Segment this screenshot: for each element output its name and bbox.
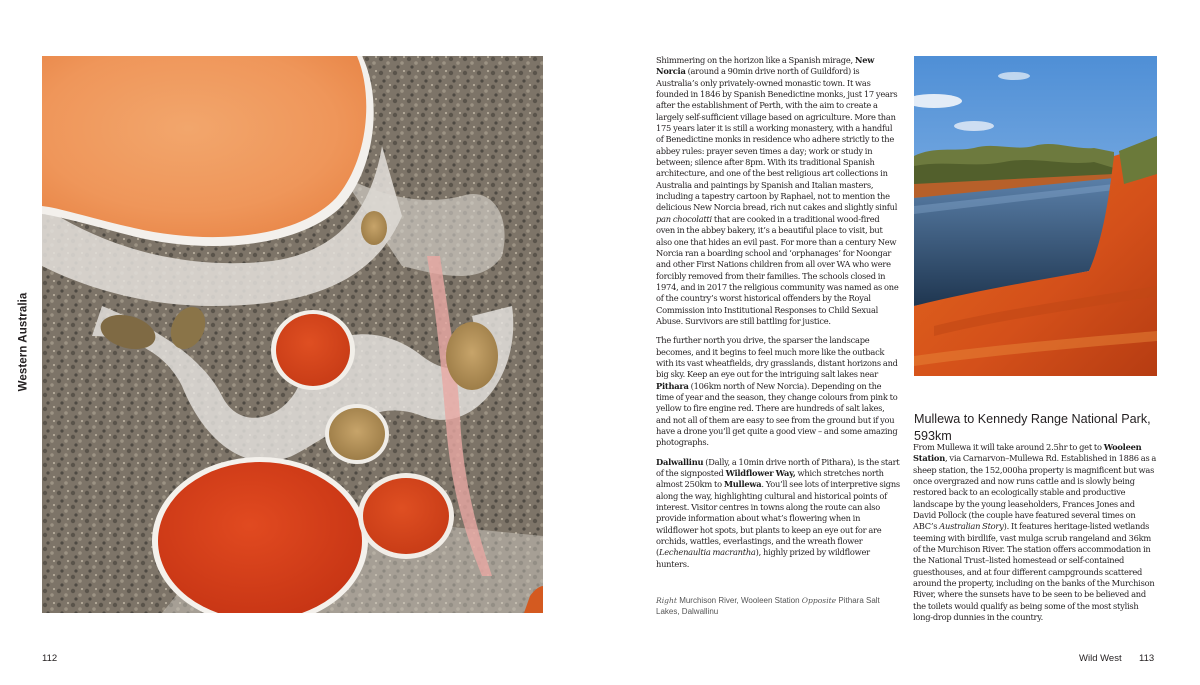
place-name: Dalwallinu — [656, 456, 704, 467]
text-run: which stretches north almost 250km to — [656, 468, 884, 490]
page-number-right: 113 — [1139, 653, 1155, 664]
text-run: The further north you drive, the sparser the landscape becomes, and it begins to feel much more like the outback with its vast wheatfields, dry grasslands, distant horizons and big sky. Keep an eye out for the intriguing salt lakes near — [656, 335, 898, 380]
body-text-column-right — [913, 442, 1159, 632]
paragraph-new-norcia — [656, 55, 900, 327]
text-run: (Dally, a 10min drive north of Pithara), is the start of the signposted — [656, 456, 900, 479]
section-tab-label: Western Australia — [17, 292, 29, 392]
caption-text: Pithara Salt Lakes, Dalwallinu — [656, 596, 880, 616]
paragraph-pithara — [656, 335, 900, 448]
text-run: ), highly prized by wildflower hunters. — [656, 547, 870, 569]
body-text-column-middle — [656, 55, 900, 578]
caption-direction-label: Opposite — [801, 596, 837, 605]
running-footer-title: Wild West — [1079, 653, 1122, 664]
aerial-photo-art — [42, 56, 543, 613]
page-number-left: 112 — [42, 653, 58, 664]
place-name: Wooleen Station — [913, 442, 1142, 464]
text-run: From Mullewa it will take around 2.5hr to get to — [913, 442, 1104, 452]
text-run: , via Carnarvon–Mullewa Rd. Established in 1886 as a sheep station, the 152,000ha property is magnificent but was once overgrazed and now runs cattle and is slowly being restored back to an ecologically stable and productive landscape by the young leaseholders, Frances Jones and David Pollock (the couple have featured several times on ABC’s — [913, 453, 1157, 532]
caption-direction-label: Right — [656, 596, 677, 605]
place-name: Mullewa — [723, 479, 762, 490]
italic-term: Lechenaultia macrantha — [659, 547, 756, 558]
caption-text: Murchison River, Wooleen Station — [679, 596, 800, 605]
section-tab — [12, 292, 34, 392]
paragraph-dalwallinu — [656, 457, 900, 570]
place-name: Wildflower Way, — [725, 468, 796, 479]
river-photo-art — [914, 56, 1157, 376]
text-run: (106km north of New Norcia). Depending on the time of year and the season, they change colours from pink to yellow to fire engine red. There are hundreds of salt lakes, and not all of them are easy to see from the ground but if you have a drone you’ll get quite a good view – and some amazing photographs. — [656, 380, 898, 448]
murchison-river-photo — [914, 56, 1157, 376]
text-run: ). It features heritage-listed wetlands teeming with birdlife, vast mulga scrub rangeland and 36km of the Murchison River. The station offers accommodation in the National Trust–listed homestead or self-contained guesthouses, and at four different campgrounds scattered around the property, including on the banks of the Murchison River, where the sunsets have to be seen to be believed and the toilets would qualify as being some of the most stylish long-drop dunnies in the country. — [913, 521, 1155, 623]
photo-caption — [656, 595, 896, 617]
italic-term: pan chocolatti — [656, 213, 712, 224]
text-run: Shimmering on the horizon like a Spanish mirage, — [656, 55, 855, 65]
section-heading: Mullewa to Kennedy Range National Park, 593km — [914, 412, 1151, 443]
text-run: that are cooked in a traditional wood-fired oven in the abbey bakery, it’s a beautiful place to visit, but also one that hides an evil past. For more than a century New Norcia ran a boarding school and ‘orphanages’ for Noongar and other First Nations children from all over WA who were forcibly removed from their families. The schools closed in 1974, and in 2017 the religious community was named as one of the country’s worst historical offenders by the Royal Commission into Institutional Responses to Child Sexual Abuse. Survivors are still battling for justice. — [656, 213, 899, 326]
aerial-salt-lakes-photo — [42, 56, 543, 613]
paragraph-wooleen-station — [913, 442, 1159, 624]
text-run: . You’ll see lots of interpretive signs along the way, highlighting cultural and historical points of interest. Visitor centres in towns along the route can also provide information about what’s flowering when in wildflower hot spots, but plants to keep an eye out for are orchids, wattles, everlastings, and the wreath flower ( — [656, 479, 900, 558]
place-name: Pithara — [656, 380, 689, 391]
text-run: (around a 90min drive north of Guildford) is Australia’s only privately-owned monastic town. It was founded in 1846 by Spanish Benedictine monks, just 17 years after the establishment of Perth, with the aim to create a largely self-sufficient village based on agriculture. More than 175 years later it is still a working monastery, with a handful of Benedictine monks in residence who adhere strictly to the abbey rules: prayer seven times a day; work or study in between; silence after 8pm. With its traditional Spanish architecture, and one of the best religious art collections in Australia and paintings by Spanish and Italian masters, including a tapestry cartoon by Raphael, not to mention the delicious New Norcia bread, rich nut cakes and slightly sinful — [656, 66, 898, 213]
italic-term: Australian Story — [939, 521, 1004, 532]
place-name: New Norcia — [656, 55, 875, 77]
